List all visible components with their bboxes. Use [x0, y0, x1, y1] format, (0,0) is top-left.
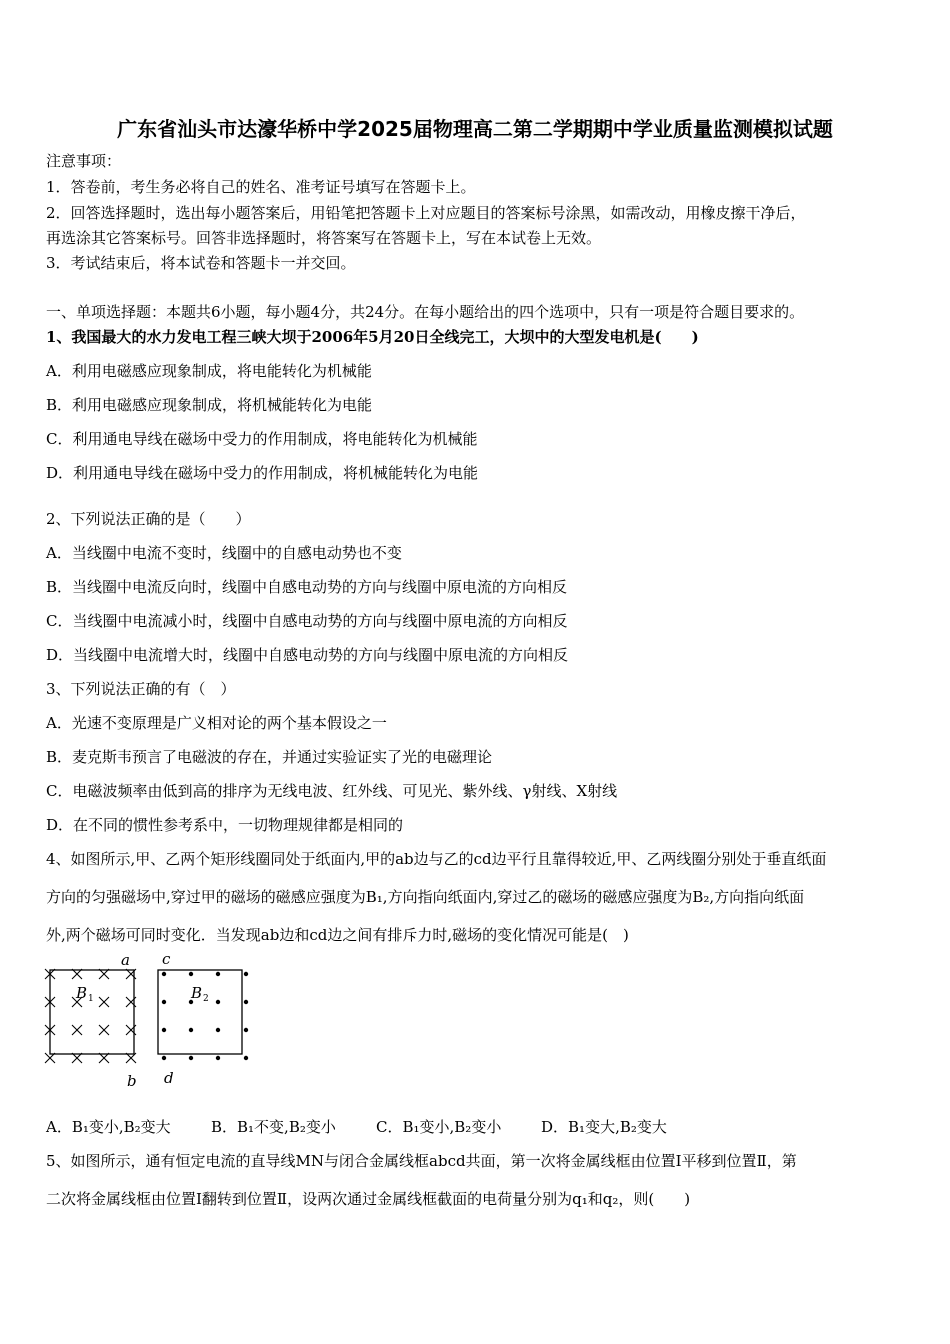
notice-item-2: 2．回答选择题时，选出每小题答案后，用铅笔把答题卡上对应题目的答案标号涂黑，如需改动，用橡皮擦干净后，	[46, 204, 806, 222]
q1-option-c: C．利用通电导线在磁场中受力的作用制成，将电能转化为机械能	[46, 430, 478, 448]
q3-stem: 3、下列说法正确的有（ ）	[46, 680, 236, 698]
q2-option-c: C．当线圈中电流减小时，线圈中自感电动势的方向与线圈中原电流的方向相反	[46, 612, 568, 630]
notice-item-1: 1．答卷前，考生务必将自己的姓名、准考证号填写在答题卡上。	[46, 178, 476, 196]
q4-option-a: A．B₁变小,B₂变大	[46, 1118, 171, 1136]
coils-diagram	[38, 950, 278, 1090]
dot-mark	[244, 1000, 248, 1004]
label-a: a	[121, 951, 130, 969]
q1-option-b: B．利用电磁感应现象制成，将机械能转化为电能	[46, 396, 373, 414]
dot-mark	[216, 1056, 220, 1060]
q4-option-c: C．B₁变小,B₂变小	[376, 1118, 502, 1136]
q4-option-b: B．B₁不变,B₂变小	[211, 1118, 336, 1136]
q1-option-a: A．利用电磁感应现象制成，将电能转化为机械能	[46, 362, 372, 380]
dot-mark	[216, 1028, 220, 1032]
q4-stem-line-3: 外,两个磁场可同时变化．当发现ab边和cd边之间有排斥力时,磁场的变化情况可能是( )	[46, 926, 629, 944]
dot-mark	[244, 1028, 248, 1032]
label-b: b	[127, 1072, 137, 1090]
dot-mark	[162, 1028, 166, 1032]
dot-mark	[189, 1028, 193, 1032]
q4-options	[46, 1117, 667, 1137]
dot-mark	[244, 972, 248, 976]
section-heading: 一、单项选择题：本题共6小题，每小题4分，共24分。在每小题给出的四个选项中，只有一项是符合题目要求的。	[46, 303, 805, 321]
q4-option-d: D．B₁变大,B₂变大	[541, 1118, 667, 1136]
coil-b-frame	[158, 970, 242, 1054]
dot-mark	[216, 1000, 220, 1004]
paper-title: 广东省汕头市达濠华桥中学2025届物理高二第二学期期中学业质量监测模拟试题	[117, 117, 833, 141]
magnetic-field-out-of-page	[162, 972, 248, 1060]
q3-option-b: B．麦克斯韦预言了电磁波的存在，并通过实验证实了光的电磁理论	[46, 748, 493, 766]
dot-mark	[162, 1000, 166, 1004]
q2-option-a: A．当线圈中电流不变时，线圈中的自感电动势也不变	[46, 544, 402, 562]
dot-mark	[189, 1056, 193, 1060]
dot-mark	[189, 972, 193, 976]
label-b1-subscript: 1	[88, 994, 94, 1004]
q4-stem-line-1: 4、如图所示,甲、乙两个矩形线圈同处于纸面内,甲的ab边与乙的cd边平行且靠得较近,甲、乙两线圈分别处于垂直纸面	[46, 850, 827, 868]
dot-mark	[216, 972, 220, 976]
q1-stem: 1、我国最大的水力发电工程三峡大坝于2006年5月20日全线完工，大坝中的大型发电机是( )	[46, 328, 699, 346]
q2-option-d: D．当线圈中电流增大时，线圈中自感电动势的方向与线圈中原电流的方向相反	[46, 646, 569, 664]
magnetic-field-into-page	[45, 969, 136, 1063]
dot-mark	[162, 1056, 166, 1060]
notice-item-3: 3．考试结束后，将本试卷和答题卡一并交回。	[46, 254, 356, 272]
q4-figure	[38, 950, 278, 1094]
label-b2-subscript: 2	[203, 994, 209, 1004]
notice-item-2-cont: 再选涂其它答案标号。回答非选择题时，将答案写在答题卡上，写在本试卷上无效。	[46, 229, 602, 247]
q3-option-d: D．在不同的惯性参考系中，一切物理规律都是相同的	[46, 816, 404, 834]
q2-stem: 2、下列说法正确的是（ ）	[46, 510, 251, 528]
label-b1: B	[76, 984, 88, 1002]
label-d: d	[164, 1069, 174, 1087]
dot-mark	[162, 972, 166, 976]
q5-stem-line-1: 5、如图所示，通有恒定电流的直导线MN与闭合金属线框abcd共面，第一次将金属线框由位置Ⅰ平移到位置Ⅱ，第	[46, 1152, 797, 1170]
q3-option-c: C．电磁波频率由低到高的排序为无线电波、红外线、可见光、紫外线、γ射线、X射线	[46, 782, 618, 800]
coil-a-frame	[50, 970, 134, 1054]
q1-option-d: D．利用通电导线在磁场中受力的作用制成，将机械能转化为电能	[46, 464, 479, 482]
q4-stem-line-2: 方向的匀强磁场中,穿过甲的磁场的磁感应强度为B₁,方向指向纸面内,穿过乙的磁场的磁感应强度为B₂,方向指向纸面	[46, 888, 805, 906]
dot-mark	[244, 1056, 248, 1060]
label-c: c	[162, 950, 171, 968]
label-b2: B	[191, 984, 203, 1002]
q3-option-a: A．光速不变原理是广义相对论的两个基本假设之一	[46, 714, 387, 732]
q2-option-b: B．当线圈中电流反向时，线圈中自感电动势的方向与线圈中原电流的方向相反	[46, 578, 568, 596]
notice-heading: 注意事项：	[46, 152, 122, 170]
q5-stem-line-2: 二次将金属线框由位置Ⅰ翻转到位置Ⅱ，设两次通过金属线框截面的电荷量分别为q₁和q₂，则( )	[46, 1190, 691, 1208]
